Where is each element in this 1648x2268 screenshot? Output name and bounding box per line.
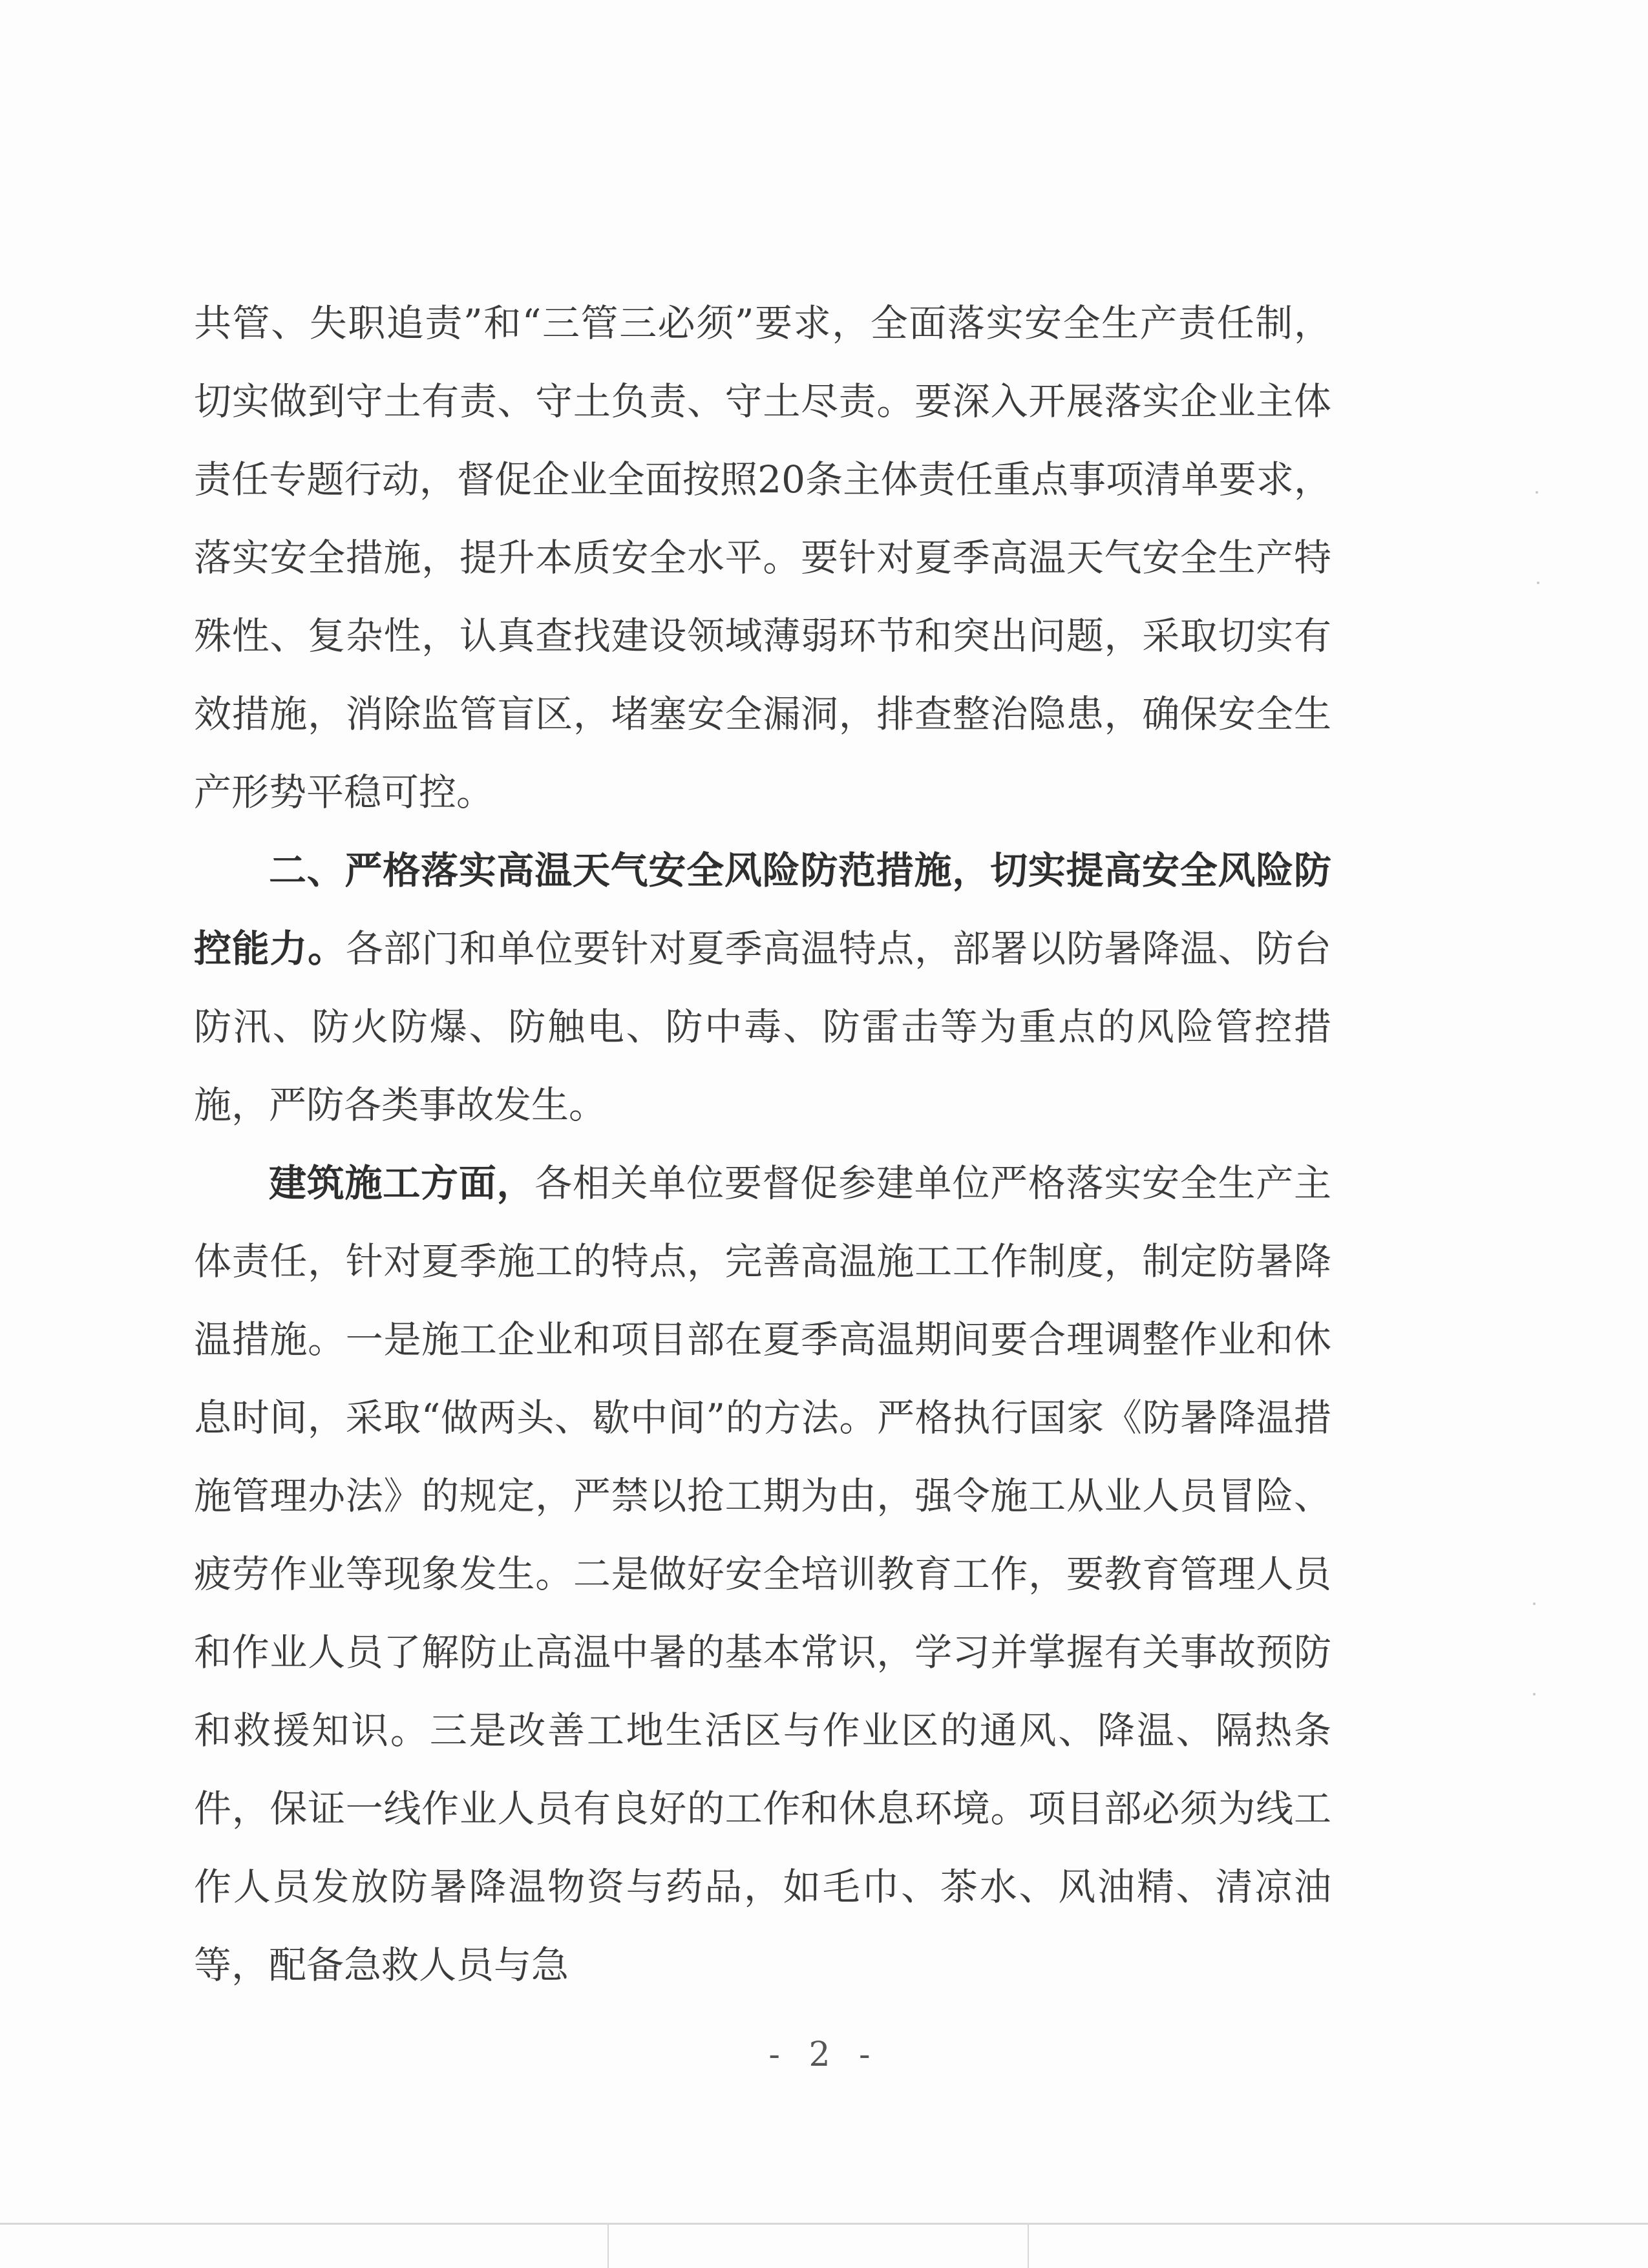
page-number: - 2 - (768, 2035, 880, 2074)
scan-speck (1533, 1693, 1536, 1696)
section-two-heading: 二、严格落实高温天气安全风险防范措施，切实提高安全风险防控能力。 (194, 848, 1331, 971)
body-text (194, 284, 1331, 2004)
scan-edge-tick (1028, 2223, 1029, 2268)
section-two-body: 各部门和单位要针对夏季高温特点，部署以防暑降温、防台防汛、防火防爆、防触电、防中毒、防雷击等为重点的风险管控措施，严防各类事故发生。 (194, 927, 1331, 1127)
construction-heading: 建筑施工方面， (269, 1161, 535, 1205)
scan-bottom-edge (0, 2223, 1648, 2225)
paragraph-construction (194, 1144, 1331, 2004)
scan-speck (1537, 582, 1539, 584)
construction-body: 各相关单位要督促参建单位严格落实安全生产主体责任，针对夏季施工的特点，完善高温施工工作制度，制定防暑降温措施。一是施工企业和项目部在夏季高温期间要合理调整作业和休息时间，采取“做两头、歇中间”的方法。严格执行国家《防暑降温措施管理办法》的规定，严禁以抢工期为由，强令施工从业人员冒险、疲劳作业等现象发生。二是做好安全培训教育工作，要教育管理人员和作业人员了解防止高温中暑的基本常识，学习并掌握有关事故预防和救援知识。三是改善工地生活区与作业区的通风、降温、隔热条件，保证一线作业人员有良好的工作和休息环境。项目部必须为线工作人员发放防暑降温物资与药品，如毛巾、茶水、风油精、清凉油等，配备急救人员与急 (194, 1161, 1331, 1987)
paragraph-continued: 共管、失职追责”和“三管三必须”要求，全面落实安全生产责任制，切实做到守土有责、守土负责、守土尽责。要深入开展落实企业主体责任专题行动，督促企业全面按照20条主体责任重点事项清单要求，落实安全措施，提升本质安全水平。要针对夏季高温天气安全生产特殊性、复杂性，认真查找建设领域薄弱环节和突出问题，采取切实有效措施，消除监管盲区，堵塞安全漏洞，排查整治隐患，确保安全生产形势平稳可控。 (194, 301, 1331, 814)
scan-speck (1533, 1602, 1536, 1605)
paragraph-section-two (194, 832, 1331, 1144)
scan-edge-tick (607, 2223, 609, 2268)
scan-speck (1536, 491, 1538, 494)
